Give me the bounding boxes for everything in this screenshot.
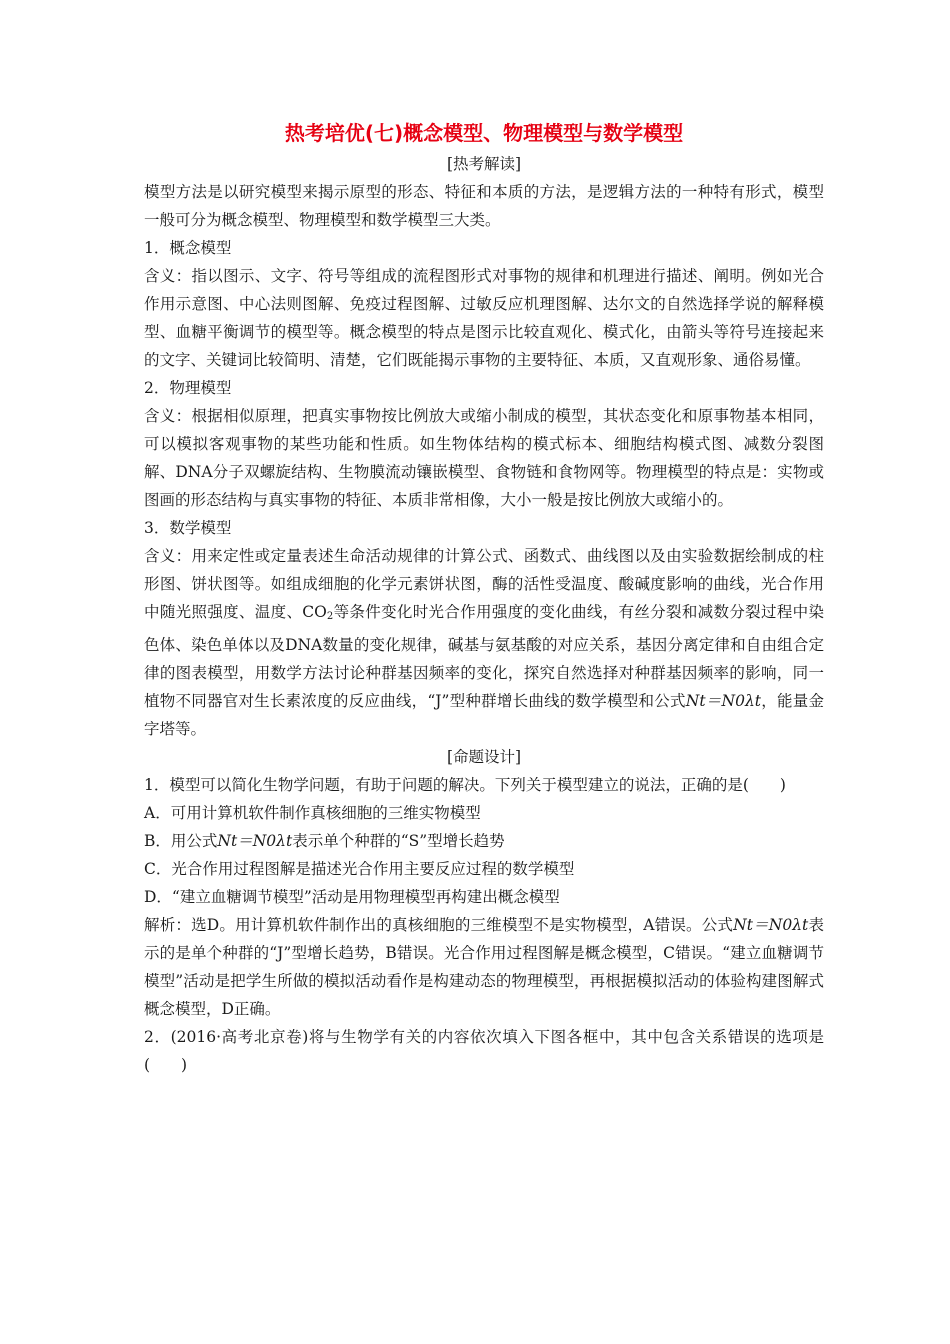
document-page: [144, 118, 824, 1079]
math-model-text: [144, 542, 824, 743]
question-1-stem: 1．模型可以简化生物学问题，有助于问题的解决。下列关于模型建立的说法，正确的是( ): [144, 776, 786, 794]
heading-concept-model: 1．概念模型: [144, 239, 232, 257]
co2-subscript: 2: [326, 611, 334, 622]
question-2-stem: 2．(2016·高考北京卷)将与生物学有关的内容依次填入下图各框中，其中包含关系错误的选项是( ): [144, 1028, 824, 1074]
option-b-suffix: 表示单个种群的“S”型增长趋势: [292, 832, 505, 850]
document-title: 热考培优(七)概念模型、物理模型与数学模型: [284, 121, 684, 145]
question-1-option-d: D．“建立血糖调节模型”活动是用物理模型再构建出概念模型: [144, 888, 560, 906]
heading-math-model: 3．数学模型: [144, 519, 232, 537]
formula: Nt＝N0λt: [733, 916, 809, 934]
heading-physical-model: 2．物理模型: [144, 379, 232, 397]
formula: Nt＝N0λt: [685, 692, 761, 710]
section-heading-analysis: [热考解读]: [446, 155, 522, 173]
physical-model-text: 含义：根据相似原理，把真实事物按比例放大或缩小制成的模型，其状态变化和原事物基本相同，可以模拟客观事物的某些功能和性质。如生物体结构的模式标本、细胞结构模式图、减数分裂图解、DNA分子双螺旋结构、生物膜流动镶嵌模型、食物链和食物网等。物理模型的特点是：实物或图画的形态结构与真实事物的特征、本质非常相像，大小一般是按比例放大或缩小的。: [144, 407, 824, 509]
option-b-prefix: B．用公式: [144, 832, 218, 850]
formula: Nt＝N0λt: [217, 832, 293, 850]
question-1-option-b: [144, 827, 824, 855]
section-heading-questions: [命题设计]: [446, 748, 522, 766]
question-1-option-a: A．可用计算机软件制作真核细胞的三维实物模型: [144, 804, 481, 822]
answer-part-b: 表示的是单个种群的“J”型增长趋势，B错误。光合作用过程图解是概念模型，C错误。“建立血糖调节模型”活动是把学生所做的模拟活动看作是构建动态的物理模型，再根据模拟活动的体验构建图解式概念模型，D正确。: [144, 916, 824, 1018]
math-text-part-b: 等条件变化时光合作用强度的变化曲线，有丝分裂和减数分裂过程中染色体、染色单体以及DNA数量的变化规律，碱基与氨基酸的对应关系，基因分离定律和自由组合定律的图表模型，用数学方法讨论种群基因频率的变化，探究自然选择对种群基因频率的影响，同一植物不同器官对生长素浓度的反应曲线，“J”型种群增长曲线的数学模型和公式: [144, 603, 824, 710]
intro-paragraph: 模型方法是以研究模型来揭示原型的形态、特征和本质的方法，是逻辑方法的一种特有形式，模型一般可分为概念模型、物理模型和数学模型三大类。: [144, 183, 824, 229]
math-text-part-c: ，能量金字塔等。: [144, 692, 824, 738]
math-text-part-a: 含义：用来定性或定量表述生命活动规律的计算公式、函数式、曲线图以及由实验数据绘制成的柱形图、饼状图等。如组成细胞的化学元素饼状图，酶的活性受温度、酸碱度影响的曲线，光合作用中随光照强度、温度、CO: [144, 547, 824, 621]
answer-part-a: 解析：选D。用计算机软件制作出的真核细胞的三维模型不是实物模型，A错误。公式: [144, 916, 734, 934]
concept-model-text: 含义：指以图示、文字、符号等组成的流程图形式对事物的规律和机理进行描述、阐明。例如光合作用示意图、中心法则图解、免疫过程图解、过敏反应机理图解、达尔文的自然选择学说的解释模型、血糖平衡调节的模型等。概念模型的特点是图示比较直观化、模式化，由箭头等符号连接起来的文字、关键词比较简明、清楚，它们既能揭示事物的主要特征、本质，又直观形象、通俗易懂。: [144, 267, 824, 369]
question-1-answer: [144, 911, 824, 1023]
question-1-option-c: C．光合作用过程图解是描述光合作用主要反应过程的数学模型: [144, 860, 575, 878]
